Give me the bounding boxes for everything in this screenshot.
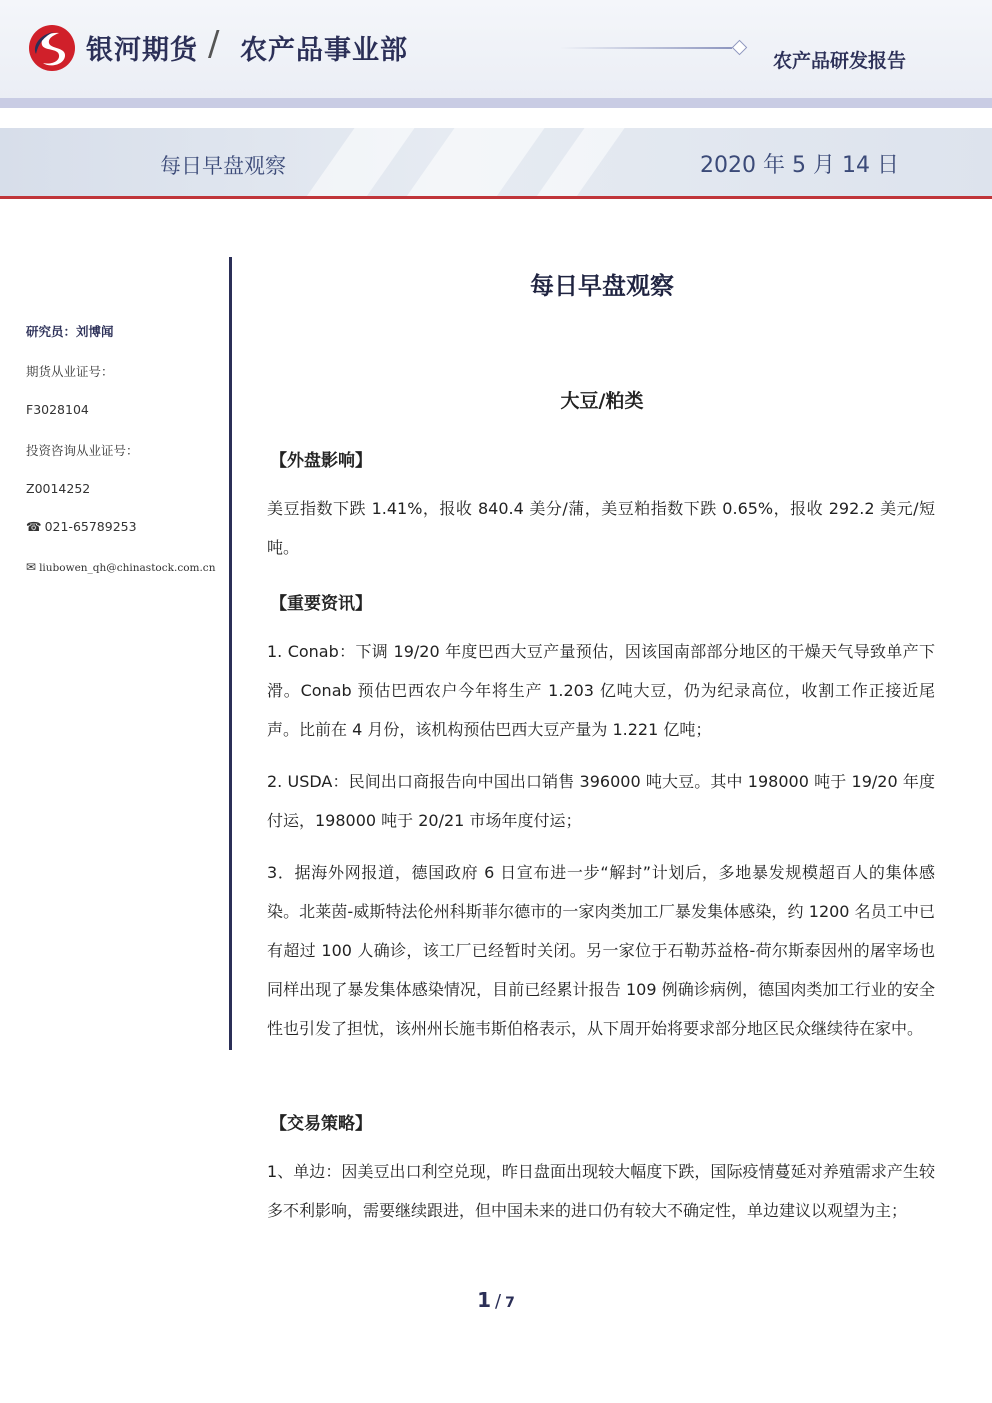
red-divider — [0, 196, 992, 199]
report-date: 2020 年 5 月 14 日 — [700, 153, 899, 178]
page-current: 1 — [477, 1288, 492, 1312]
section-title: 大豆/粕类 — [560, 390, 644, 412]
paragraph-strategy-1: 1、单边：因美豆出口利空兑现，昨日盘面出现较大幅度下跌，国际疫情蔓延对养殖需求产生较多不利影响，需要继续跟进，但中国未来的进口仍有较大不确定性，单边建议以观望为主； — [267, 1162, 935, 1220]
band-title: 每日早盘观察 — [160, 154, 286, 178]
header-decor-line — [560, 47, 732, 49]
brand-name: 银河期货 — [86, 35, 198, 66]
heading-external-market: 【外盘影响】 — [270, 451, 372, 471]
page-separator: / — [495, 1291, 502, 1312]
envelope-icon: ✉ — [26, 560, 37, 574]
researcher-name: 研究员：刘博闻 — [26, 324, 114, 339]
email-address[interactable]: liubowen_qh@chinastock.com.cn — [39, 562, 216, 574]
band-decoration — [298, 128, 421, 196]
division-name: 农产品事业部 — [240, 35, 408, 66]
report-type: 农产品研发报告 — [773, 50, 907, 72]
phone-icon: ☎ — [26, 519, 42, 534]
phone-number: 021-65789253 — [44, 519, 137, 534]
paragraph-news-2: 2. USDA：民间出口商报告向中国出口销售 396000 吨大豆。其中 198000 吨于 19/20 年度付运，198000 吨于 20/21 市场年度付运； — [267, 772, 935, 830]
email-line — [26, 560, 215, 574]
paragraph-news-3: 3．据海外网报道，德国政府 6 日宣布进一步“解封”计划后，多地暴发规模超百人的集体感染。北莱茵-威斯特法伦州科斯菲尔德市的一家肉类加工厂暴发集体感染，约 1200 名员工中已有超过 100 人确诊，该工厂已经暂时关闭。另一家位于石勒苏益格-荷尔斯泰因州的屠宰场也同样出现了暴发集体感染情况，目前已经累计报告 109 例确诊病例，德国肉类加工行业的安全性也引发了担忧，该州州长施韦斯伯格表示，从下周开始将要求部分地区民众继续待在家中。 — [267, 863, 935, 1038]
page-total: 7 — [505, 1295, 515, 1311]
heading-important-news: 【重要资讯】 — [270, 594, 372, 614]
consult-cert-number: Z0014252 — [26, 481, 91, 496]
sidebar-divider — [229, 257, 232, 1050]
heading-trading-strategy: 【交易策略】 — [270, 1114, 372, 1134]
paragraph-news-1: 1. Conab：下调 19/20 年度巴西大豆产量预估，因该国南部部分地区的干燥天气导致单产下滑。Conab 预估巴西农户今年将生产 1.203 亿吨大豆，仍为纪录高位，收割工作正接近尾声。比前在 4 月份，该机构预估巴西大豆产量为 1.221 亿吨； — [267, 642, 935, 739]
futures-cert-label: 期货从业证号： — [26, 364, 114, 379]
paragraph-external-market: 美豆指数下跌 1.41%，报收 840.4 美分/蒲，美豆粕指数下跌 0.65%，报收 292.2 美元/短吨。 — [267, 499, 935, 557]
futures-cert-number: F3028104 — [26, 402, 89, 417]
main-title: 每日早盘观察 — [530, 272, 674, 300]
galaxy-logo-icon — [28, 24, 76, 72]
header-slash: / — [208, 24, 220, 64]
header-band — [0, 98, 992, 108]
band-decoration — [398, 128, 551, 196]
consult-cert-label: 投资咨询从业证号： — [26, 443, 139, 458]
phone-line — [26, 519, 137, 534]
page-number — [0, 1288, 992, 1312]
band-decoration — [528, 128, 631, 196]
